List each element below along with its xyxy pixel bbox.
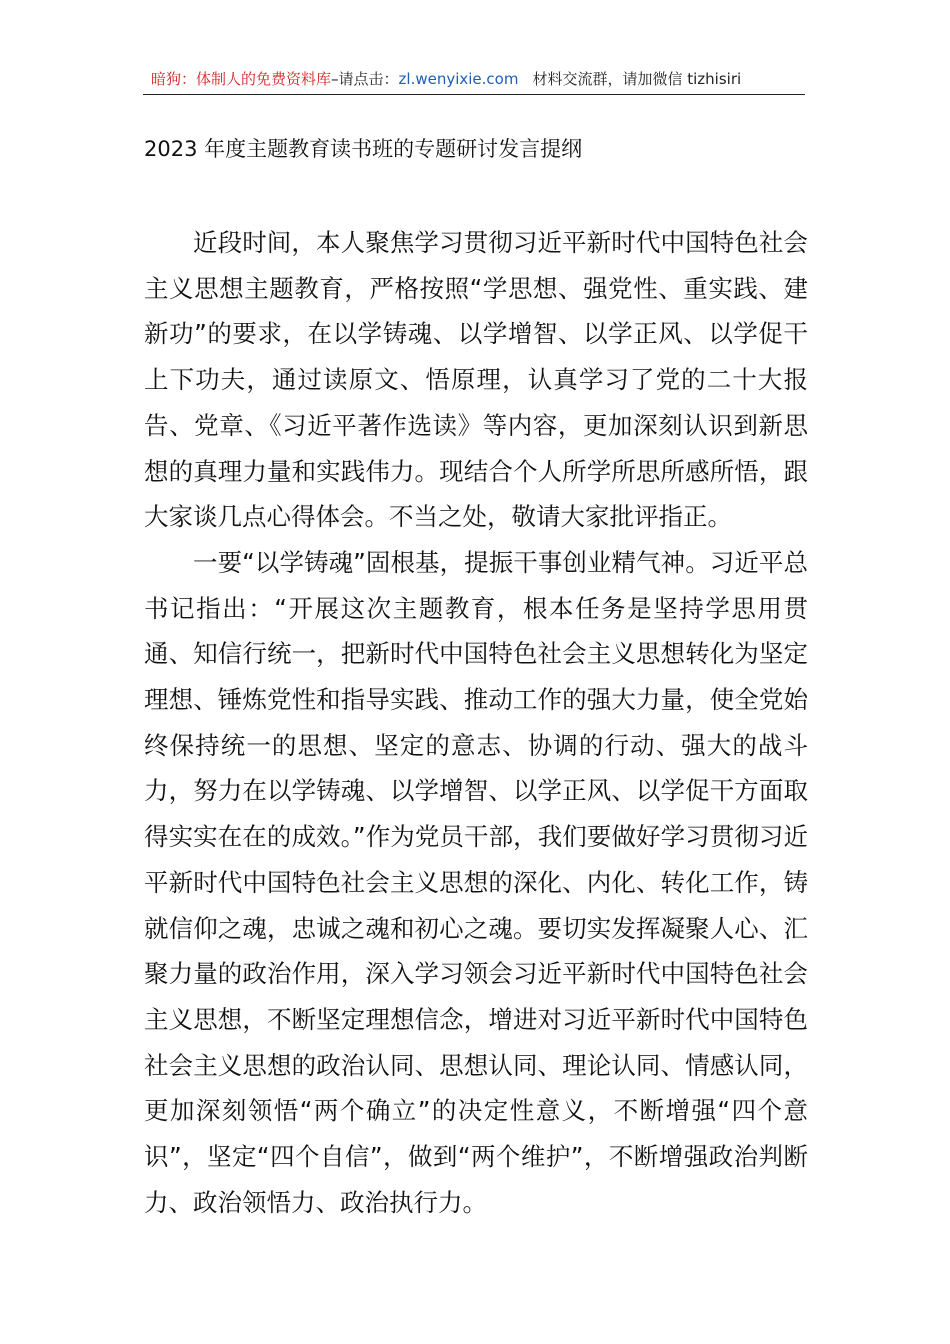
header-brand: 暗狗：体制人的免费资料库 (151, 70, 332, 88)
header-website-link[interactable]: zl.wenyixie.com (398, 70, 519, 88)
paragraph-point-one: 一要“以学铸魂”固根基，提振干事创业精气神。习近平总书记指出：“开展这次主题教育，根本任务是坚持学思用贯通、知信行统一，把新时代中国特色社会主义思想转化为坚定理想、锤炼党性和指导实践、推动工作的强大力量，使全党始终保持统一的思想、坚定的意志、协调的行动、强大的战斗力，努力在以学铸魂、以学增智、以学正风、以学促干方面取得实实在在的成效。”作为党员干部，我们要做好学习贯彻习近平新时代中国特色社会主义思想的深化、内化、转化工作，铸就信仰之魂，忠诚之魂和初心之魂。要切实发挥凝聚人心、汇聚力量的政治作用，深入学习领会习近平新时代中国特色社会主义思想，不断坚定理想信念，增进对习近平新时代中国特色社会主义思想的政治认同、思想认同、理论认同、情感认同，更加深刻领悟“两个确立”的决定性意义，不断增强“四个意识”，坚定“四个自信”，做到“两个维护”，不断增强政治判断力、政治领悟力、政治执行力。 (144, 547, 808, 1217)
page-header (143, 66, 805, 95)
document-body (144, 220, 808, 1225)
document-title: 2023 年度主题教育读书班的专题研讨发言提纲 (144, 137, 583, 161)
paragraph-intro: 近段时间，本人聚焦学习贯彻习近平新时代中国特色社会主义思想主题教育，严格按照“学思想、强党性、重实践、建新功”的要求，在以学铸魂、以学增智、以学正风、以学促干上下功夫，通过读原文、悟原理，认真学习了党的二十大报告、党章、《习近平著作选读》等内容，更加深刻认识到新思想的真理力量和实践伟力。现结合个人所学所思所感所悟，跟大家谈几点心得体会。不当之处，敬请大家批评指正。 (144, 228, 808, 532)
header-click-prefix: –请点击： (331, 70, 399, 88)
header-contact-note: 材料交流群，请加微信 tizhisiri (532, 70, 742, 88)
